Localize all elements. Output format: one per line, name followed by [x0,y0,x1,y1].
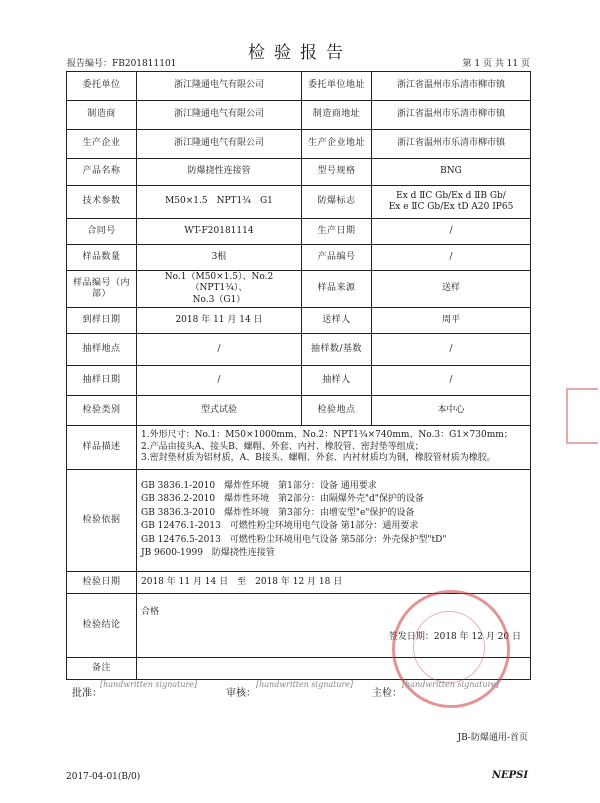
issue-date: 签发日期：2018 年 12 月 20 日 [388,632,521,643]
maker-label: 制造商 [67,101,137,130]
sample-place-label: 抽样地点 [67,333,137,365]
review-signature: [handwritten signature] [256,680,354,689]
row-arrival [67,307,531,333]
client-address-label: 委托单位地址 [302,72,372,101]
sample-source-value: 送样 [372,271,531,308]
inspect-signature: [handwritten signature] [402,680,500,689]
maker-address-value: 浙江省温州市乐清市柳市镇 [372,101,531,130]
product-no-label: 产品编号 [302,245,372,271]
row-sample-no [67,271,531,308]
basis-line-1: GB 3836.1-2010 爆炸性环境 第1部分：设备 通用要求 [141,480,377,491]
sample-count-label: 抽样数/基数 [302,333,372,365]
product-label: 产品名称 [67,159,137,186]
model-label: 型号规格 [302,159,372,186]
nepsi-logo: NEPSI [491,770,528,781]
producer-address-value: 浙江省温州市乐清市柳市镇 [372,130,531,159]
ex-mark-label: 防爆标志 [302,186,372,219]
inspect-label: 主检： [372,688,402,699]
row-tech [67,186,531,219]
row-client [67,72,531,101]
review-label: 审核： [226,688,256,699]
basis-value [137,469,531,571]
production-date-value: / [372,219,531,245]
test-date-label: 检验日期 [67,571,137,593]
maker-address-label: 制造商地址 [302,101,372,130]
maker-value: 浙江隆通电气有限公司 [137,101,302,130]
description-value [137,425,531,469]
sample-source-label: 样品来源 [302,271,372,308]
model-value: BNG [372,159,531,186]
sample-no-label: 样品编号（内部） [67,271,137,308]
basis-line-4: GB 12476.1-2013 可燃性粉尘环境用电气设备 第1部分：通用要求 [141,521,419,532]
category-value: 型式试验 [137,395,302,425]
row-sample-date [67,365,531,395]
ex-mark-line-1: Ex d ⅡC Gb/Ex d ⅡB Gb/ [396,190,506,201]
description-line-3: 3.密封垫材质为铝材质，A、B接头、螺帽、外套、内衬材质均为钢，橡胶管材质为橡胶。 [141,452,496,463]
sample-date-value: / [137,365,302,395]
client-label: 委托单位 [67,72,137,101]
ex-mark-value [372,186,531,219]
approve-label: 批准： [72,688,102,699]
sample-no-line-2: No.3（G1） [192,294,246,305]
row-product [67,159,531,186]
row-contract [67,219,531,245]
remarks-label: 备注 [67,657,137,679]
category-label: 检验类别 [67,395,137,425]
page-info: 第 1 页 共 11 页 [462,59,530,69]
form-note: JB-防爆通用-首页 [457,733,528,743]
arrival-label: 到样日期 [67,307,137,333]
contract-value: WT-F20181114 [137,219,302,245]
row-sample-place [67,333,531,365]
production-date-label: 生产日期 [302,219,372,245]
sampler-label: 抽样人 [302,365,372,395]
description-line-1: 1.外形尺寸：No.1：M50×1000mm、No.2：NPT1¾×740mm、No.3：G1×730mm； [141,430,513,441]
client-value: 浙江隆通电气有限公司 [137,72,302,101]
sample-no-line-1: No.1（M50×1.5）、No.2（NPT1¾）、 [164,272,274,294]
description-label: 样品描述 [67,425,137,469]
inspection-seal-inner [413,611,485,683]
test-place-value: 本中心 [372,395,531,425]
qty-value: 3根 [137,245,302,271]
row-maker [67,101,531,130]
row-basis [67,469,531,571]
test-place-label: 检验地点 [302,395,372,425]
description-line-2: 2.产品由接头A、接头B、螺帽、外套、内衬、橡胶管、密封垫等组成； [141,441,424,452]
client-address-value: 浙江省温州市乐清市柳市镇 [372,72,531,101]
report-title: 检验报告 [248,43,352,63]
sender-label: 送样人 [302,307,372,333]
sample-place-value: / [137,333,302,365]
producer-label: 生产企业 [67,130,137,159]
edge-seal-fragment [566,388,598,444]
qty-label: 样品数量 [67,245,137,271]
basis-label: 检验依据 [67,469,137,571]
sample-date-label: 抽样日期 [67,365,137,395]
sender-value: 周平 [372,307,531,333]
row-description [67,425,531,469]
report-number: 报告编号：FB201811101 [67,59,177,69]
producer-value: 浙江隆通电气有限公司 [137,130,302,159]
tech-label: 技术参数 [67,186,137,219]
producer-address-label: 生产企业地址 [302,130,372,159]
inspection-seal [392,590,510,708]
sample-no-value [137,271,302,308]
sampler-value: / [372,365,531,395]
product-value: 防爆挠性连接管 [137,159,302,186]
row-category [67,395,531,425]
test-date-value: 2018 年 11 月 14 日 至 2018 年 12 月 18 日 [137,571,531,593]
basis-line-6: JB 9600-1999 防爆挠性连接管 [141,548,275,559]
basis-line-3: GB 3836.3-2010 爆炸性环境 第3部分：由增安型"e"保护的设备 [141,507,415,518]
contract-label: 合同号 [67,219,137,245]
arrival-value: 2018 年 11 月 14 日 [137,307,302,333]
basis-line-2: GB 3836.2-2010 爆炸性环境 第2部分：由隔爆外壳"d"保护的设备 [141,494,424,505]
row-qty [67,245,531,271]
basis-line-5: GB 12476.5-2013 可燃性粉尘环境用电气设备 第5部分：外壳保护型"tD" [141,534,447,545]
product-no-value: / [372,245,531,271]
sample-count-value: / [372,333,531,365]
conclusion-result: 合格 [141,607,160,617]
ex-mark-line-2: Ex e ⅡC Gb/Ex tD A20 IP65 [388,202,514,212]
conclusion-label: 检验结论 [67,593,137,657]
tech-value: M50×1.5 NPT1¾ G1 [137,186,302,219]
form-version: 2017-04-01(B/0) [66,772,141,782]
row-producer [67,130,531,159]
report-table [66,71,531,680]
approve-signature: [handwritten signature] [100,680,198,689]
